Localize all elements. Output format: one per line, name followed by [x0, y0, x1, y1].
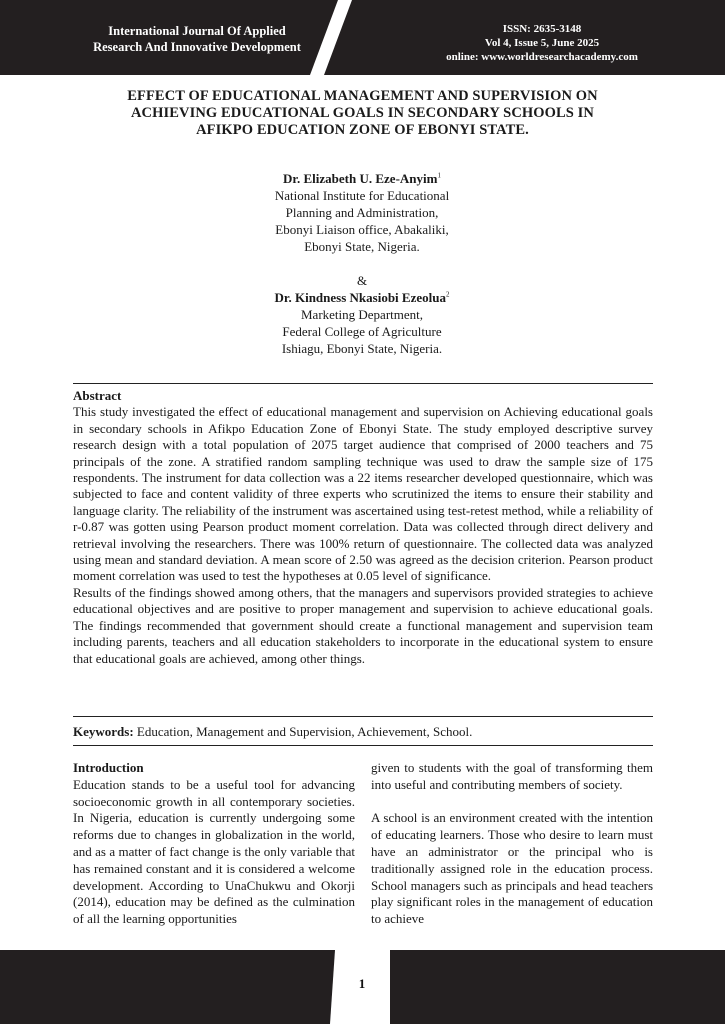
author2-affil-1: Marketing Department, [300, 307, 423, 322]
title-line2: ACHIEVING EDUCATIONAL GOALS IN SECONDARY SCHOOLS IN [130, 105, 595, 121]
journal-meta [432, 22, 652, 64]
page-number: 1 [358, 976, 366, 991]
author2-affil-3: Ishiagu, Ebonyi State, Nigeria. [281, 341, 443, 356]
abstract-paragraph-2: Results of the findings showed among others, that the managers and supervisors provided strategies to achieve educational objectives and are positive to proper management and supervision to achieve educational goals. The findings recommended that government should create a functional management and supervision team including parents, teachers and all education stakeholders to incorporate in the educational system to ensure that educational goals are achieved, among other things. [73, 584, 653, 666]
introduction-paragraph-1: Education stands to be a useful tool for advancing socioeconomic growth in all contemporary societies. In Nigeria, education is currently undergoing some reforms due to changes in globalization in the world, and as a matter of fact change is the only variable that has remained constant and it is considered a welcome development. According to UnaChukwu and Okorji (2014), education may be defined as the culmination of all the learning opportunities [73, 776, 355, 927]
introduction-paragraph-2: A school is an environment created with the intention of educating learners. Those who desire to learn must have an administrator or the principal who is traditionally assigned role in the education process. School managers such as principals and head teachers play significant roles in the management of education to achieve [371, 810, 653, 927]
author1-affil-3: Ebonyi Liaison office, Abakaliki, [275, 222, 449, 237]
keywords-line [73, 724, 653, 740]
keywords-bottom-rule [73, 745, 653, 746]
journal-name-line1: International Journal Of Applied [108, 24, 286, 38]
author1-affil-2: Planning and Administration, [285, 205, 439, 220]
issn: ISSN: 2635-3148 [502, 23, 582, 35]
title-line3: AFIKPO EDUCATION ZONE OF EBONYI STATE. [196, 122, 529, 138]
journal-header-band [0, 0, 725, 75]
abstract-heading: Abstract [73, 388, 122, 403]
online-url: online: www.worldresearchacademy.com [446, 51, 638, 63]
author2-name-line [162, 289, 562, 306]
keywords-text: Education, Management and Supervision, Achievement, School. [136, 724, 473, 739]
keywords-label: Keywords: [73, 724, 134, 739]
author2-affil-2: Federal College of Agriculture [282, 324, 442, 339]
author-separator: & [356, 273, 368, 288]
journal-name-line2: Research And Innovative Development [93, 40, 301, 54]
abstract-top-rule [73, 383, 653, 384]
author1-affil-4: Ebonyi State, Nigeria. [304, 239, 420, 254]
body-column-left [73, 760, 355, 928]
author-block [162, 170, 562, 357]
author1-affil-1: National Institute for Educational [274, 188, 450, 203]
paper-title [60, 88, 665, 139]
author1-name-line [162, 170, 562, 187]
introduction-paragraph-1-cont: given to students with the goal of transforming them into useful and contributing members of society. [371, 760, 653, 792]
author1-sup: 1 [437, 171, 441, 180]
author2-sup: 2 [445, 290, 450, 299]
author2-name: Dr. Kindness Nkasiobi Ezeolua [274, 290, 446, 305]
body-column-right [371, 760, 653, 928]
keywords-top-rule [73, 716, 653, 717]
abstract-section [73, 388, 653, 667]
author1-name: Dr. Elizabeth U. Eze-Anyim [283, 171, 438, 186]
introduction-heading: Introduction [73, 760, 144, 775]
journal-name [72, 23, 322, 55]
abstract-paragraph-1: This study investigated the effect of educational management and supervision on Achieving educational goals in secondary schools in Afikpo Education Zone of Ebonyi State. The study employed descriptive survey research design with a total population of 2075 target audience that comprised of 2000 teachers and 75 principals of the zone. A stratified random sampling technique was used to draw the sample size of 175 respondents. The instrument for data collection was a 22 items researcher developed questionnaire, which was subjected to face and content validity of three experts who scrutinized the items to ensure their stability and language clarity. The reliability of the instrument was ascertained using test-retest method, while a reliability of r-0.87 was gotten using Pearson product moment correlation. Data was collected through direct delivery and retrieval involving the researchers. There was 100% return of questionnaire. The collected data was analyzed using mean and standard deviation. A mean score of 2.50 was agreed as the decision criterion. Pearson product moment correlation was used to test the hypotheses at 0.05 level of significance. [73, 404, 653, 584]
title-line1: EFFECT OF EDUCATIONAL MANAGEMENT AND SUPERVISION ON [127, 88, 598, 104]
volume-issue: Vol 4, Issue 5, June 2025 [484, 37, 600, 49]
